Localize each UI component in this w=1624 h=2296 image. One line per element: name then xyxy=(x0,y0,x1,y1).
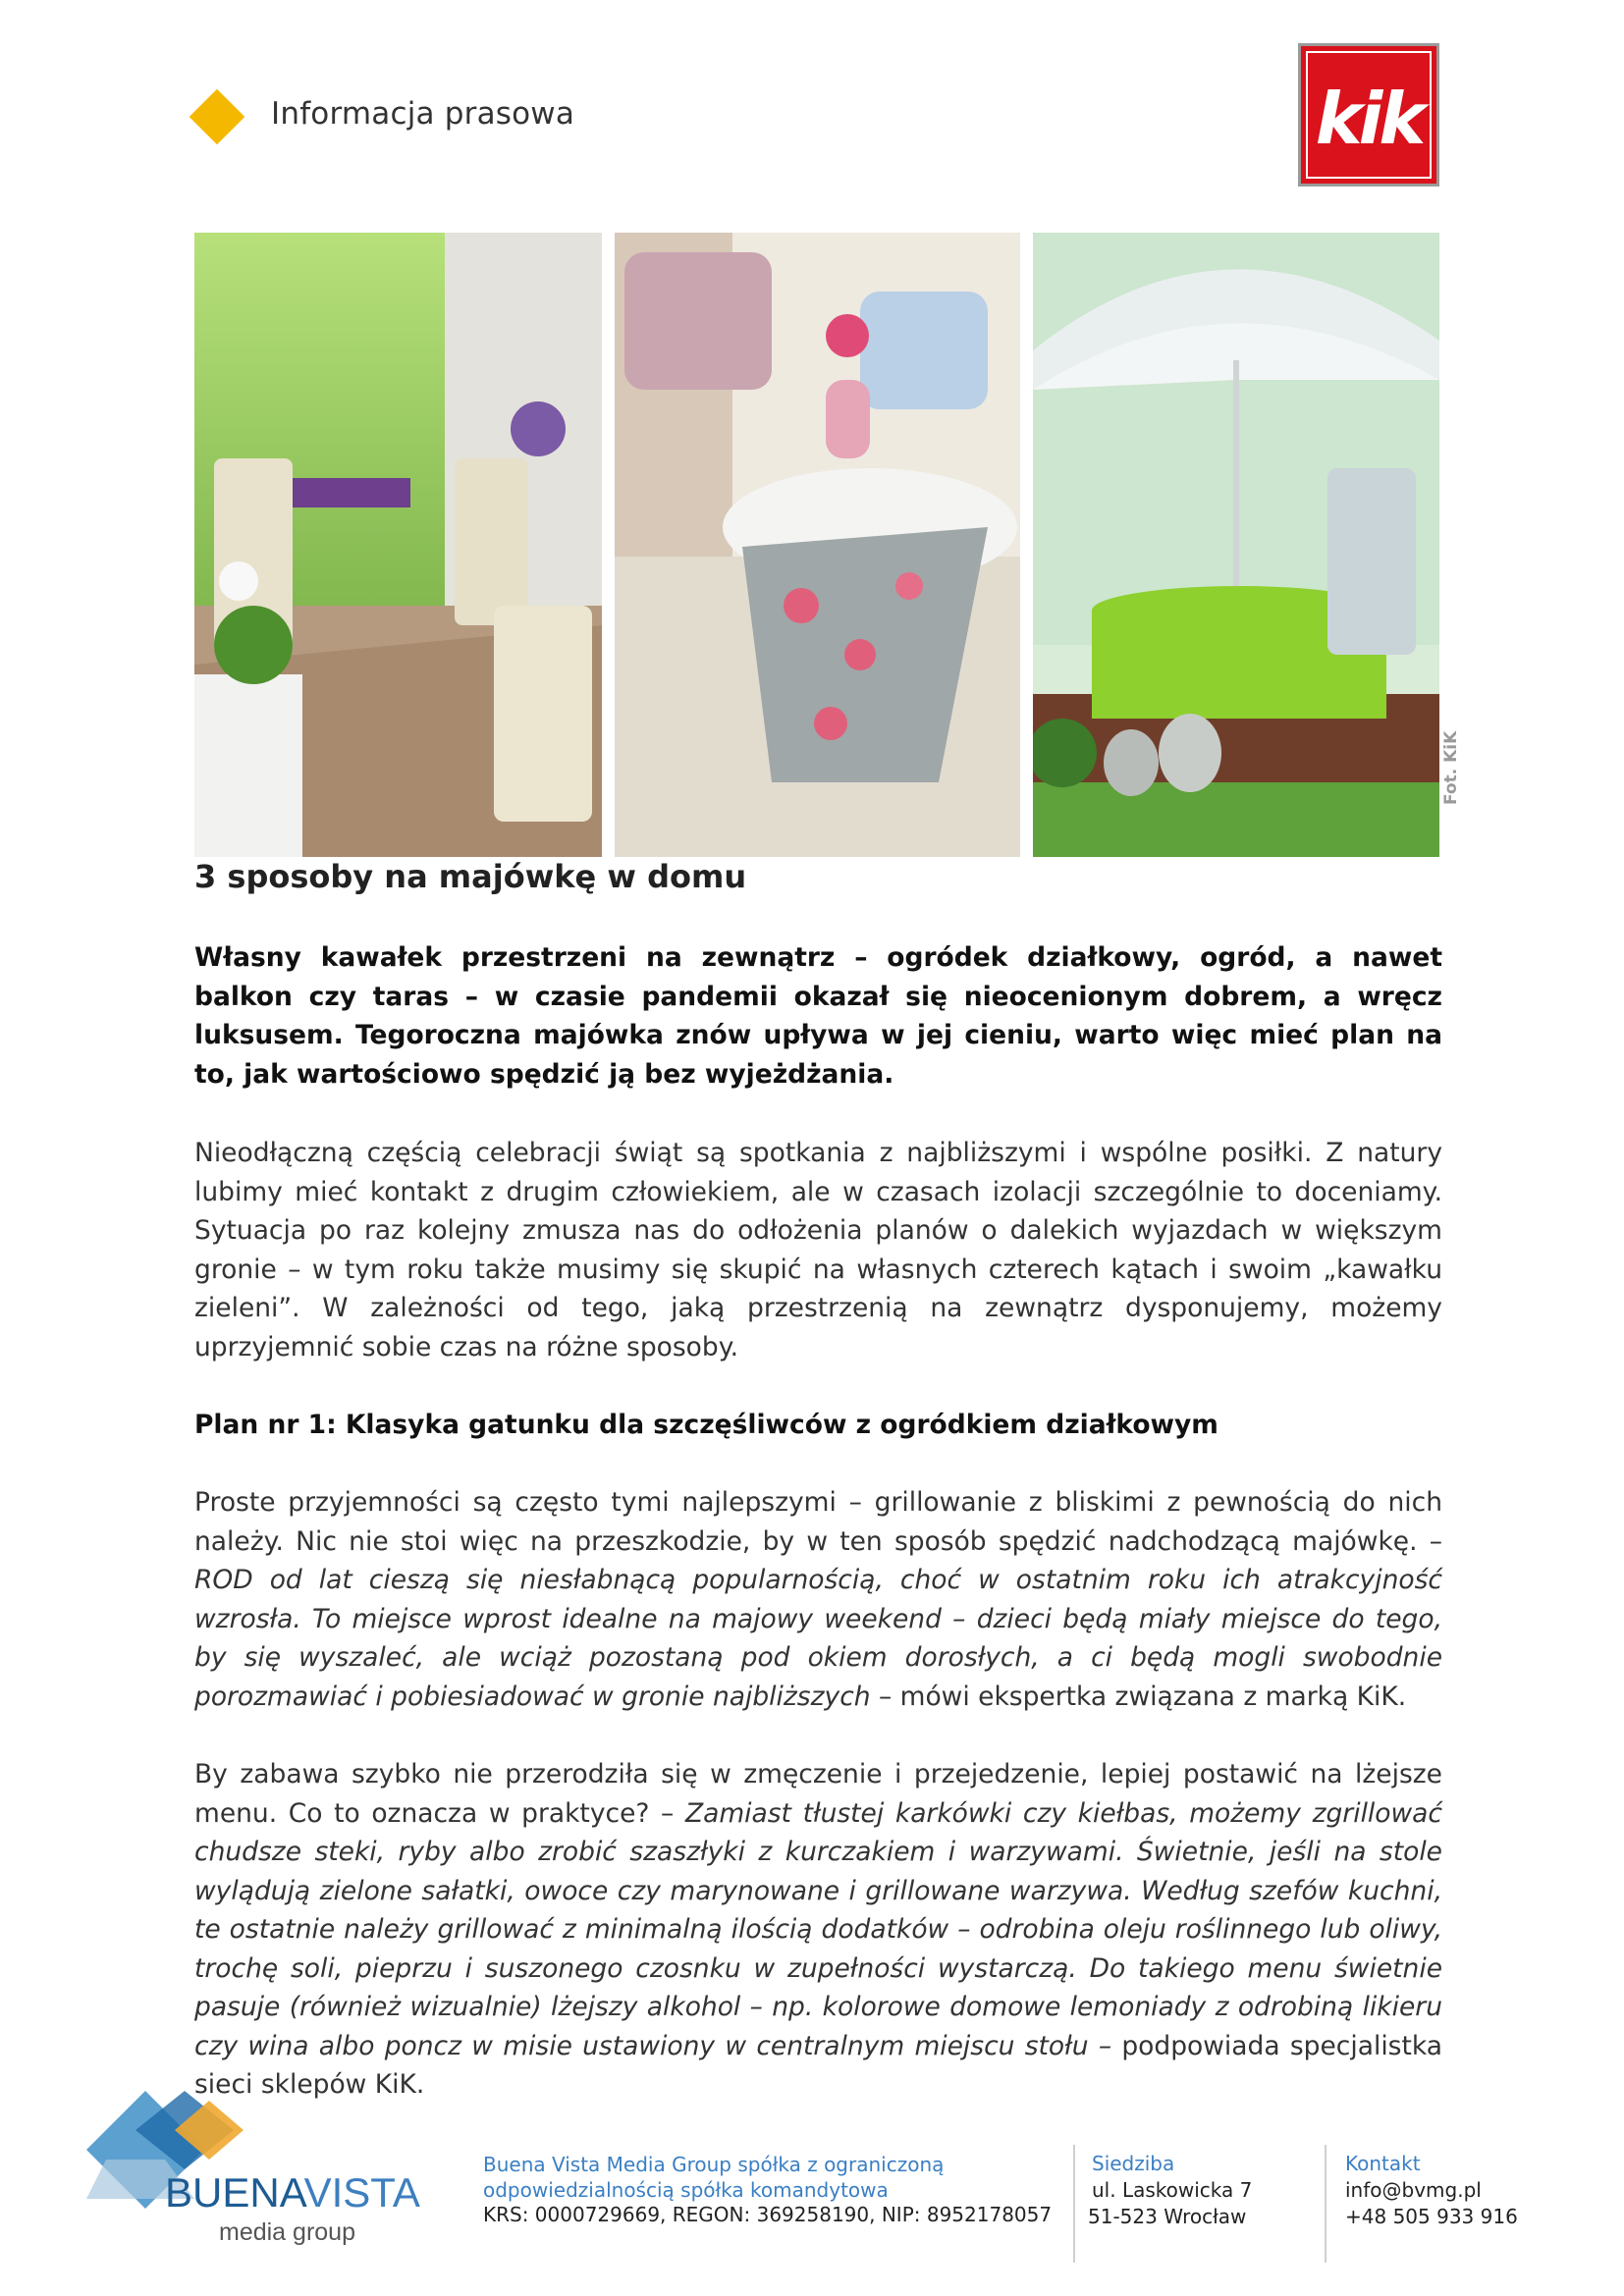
seat-street: ul. Laskowicka 7 xyxy=(1092,2178,1253,2202)
diamond-bullet-icon xyxy=(189,89,245,145)
photo-garden-terrace xyxy=(194,233,602,857)
contact-phone[interactable]: +48 505 933 916 xyxy=(1345,2205,1518,2228)
company-registry-numbers: KRS: 0000729669, REGON: 369258190, NIP: 8952178057 xyxy=(483,2203,1053,2226)
photo-garden-umbrella xyxy=(1033,233,1439,857)
document-type-label: Informacja prasowa xyxy=(271,96,575,132)
kik-logo-text: kik xyxy=(1315,78,1423,160)
footer-divider xyxy=(1073,2145,1075,2263)
body-paragraph-1: Nieodłączną częścią celebracji świąt są spotkania z najbliższymi i wspólne posiłki. Z natury lubimy mieć kontakt z drugim człowiekiem, ale w czasach izolacji szczególnie to doceniamy. Sytuacja po raz kolejny zmusza nas do odłożenia planów o dalekich wyjazdach w większym gronie – w tym roku także musimy się skupić na własnych czterech kątach i swoim „kawałku zieleni”. W zależności od tego, jaką przestrzenią na zewnątrz dysponujemy, możemy uprzyjemnić sobie czas na różne sposoby. xyxy=(194,1138,1442,1362)
photo-credit: Fot. KiK xyxy=(1441,730,1461,805)
buena-vista-logo-subtitle: media group xyxy=(219,2218,355,2246)
body-paragraph-2: Proste przyjemności są często tymi najlepszymi – grillowanie z bliskimi z pewnością do nich należy. Nic nie stoi więc na przeszkodzie, by w ten sposób spędzić nadchodzącą majówkę. – ROD od lat cieszą się niesłabnącą popularnością, choć w ostatnim roku ich atrakcyjność wzrosła. To miejsce wprost idealne na majowy weekend – dzieci będą miały miejsce do tego, by się wyszaleć, ale wciąż pozostaną pod okiem dorosłych, a ci będą mogli swobodnie porozmawiać i pobiesiadować w gronie najbliższych – mówi ekspertka związana z marką KiK. xyxy=(194,1487,1442,1712)
buena-vista-logo-text-b: VISTA xyxy=(303,2169,420,2216)
plan-1-heading: Plan nr 1: Klasyka gatunku dla szczęśliwców z ogródkiem działkowym xyxy=(194,1410,1218,1440)
company-name: Buena Vista Media Group spółka z ograniczoną odpowiedzialnością spółka komandytowa xyxy=(483,2153,945,2202)
seat-label: Siedziba xyxy=(1092,2152,1175,2175)
kik-logo xyxy=(1298,43,1439,187)
contact-label: Kontakt xyxy=(1345,2152,1421,2175)
article-headline: 3 sposoby na majówkę w domu xyxy=(194,858,747,895)
body-paragraph-3: By zabawa szybko nie przerodziła się w zmęczenie i przejedzenie, lepiej postawić na lżejsze menu. Co to oznacza w praktyce? – Zamiast tłustej karkówki czy kiełbas, możemy zgrillować chudsze steki, ryby albo zrobić szaszłyki z kurczakiem i warzywami. Świetnie, jeśli na stole wylądują zielone sałatki, owoce czy marynowane i grillowane warzywa. Według szefów kuchni, te ostatnie należy grillować z minimalną ilością dodatków – odrobina oleju roślinnego lub oliwy, trochę soli, pieprzu i suszonego czosnku w zupełności wystarczą. Do takiego menu świetnie pasuje (również wizualnie) lżejszy alkohol – np. kolorowe domowe lemoniady z odrobiną likieru czy wina albo poncz w misie ustawiony w centralnym miejscu stołu – podpowiada specjalistka sieci sklepów KiK. xyxy=(194,1759,1442,2100)
footer-divider xyxy=(1325,2145,1326,2263)
seat-city: 51-523 Wrocław xyxy=(1088,2205,1247,2228)
buena-vista-logo-text-a: BUENA xyxy=(165,2169,304,2216)
expert-quote-2: Zamiast tłustej karkówki czy kiełbas, możemy zgrillować chudsze steki, ryby albo zrobić szaszłyki z kurczakiem i warzywami. Świetnie, jeśli na stole wylądują zielone sałatki, owoce czy marynowane i grillowane warzywa. Według szefów kuchni, te ostatnie należy grillować z minimalną ilością dodatków – odrobina oleju roślinnego lub oliwy, trochę soli, pieprzu i suszonego czosnku w zupełności wystarczą. Do takiego menu świetnie pasuje (również wizualnie) lżejszy alkohol – np. kolorowe domowe lemoniady z odrobiną likieru czy wina albo poncz w misie ustawiony w centralnym miejscu stołu – xyxy=(194,1797,1442,2061)
buena-vista-logo xyxy=(86,2091,430,2268)
svg-text:BUENAVISTA xyxy=(165,2169,420,2216)
expert-quote-1: ROD od lat cieszą się niesłabnącą popularnością, choć w ostatnim roku ich atrakcyjność wzrosła. To miejsce wprost idealne na majowy weekend – dzieci będą miały miejsce do tego, by się wyszaleć, ale wciąż pozostaną pod okiem dorosłych, a ci będą mogli swobodnie porozmawiać i pobiesiadować w gronie najbliższych xyxy=(194,1565,1442,1712)
photo-floral-tablecloth xyxy=(615,233,1020,857)
contact-email[interactable]: info@bvmg.pl xyxy=(1345,2178,1482,2202)
lead-paragraph: Własny kawałek przestrzeni na zewnątrz – ogródek działkowy, ogród, a nawet balkon czy taras – w czasie pandemii okazał się nieocenionym dobrem, a wręcz luksusem. Tegoroczna majówka znów upływa w jej cieniu, warto więc mieć plan na to, jak wartościowo spędzić ją bez wyjeżdżania. xyxy=(194,942,1442,1090)
